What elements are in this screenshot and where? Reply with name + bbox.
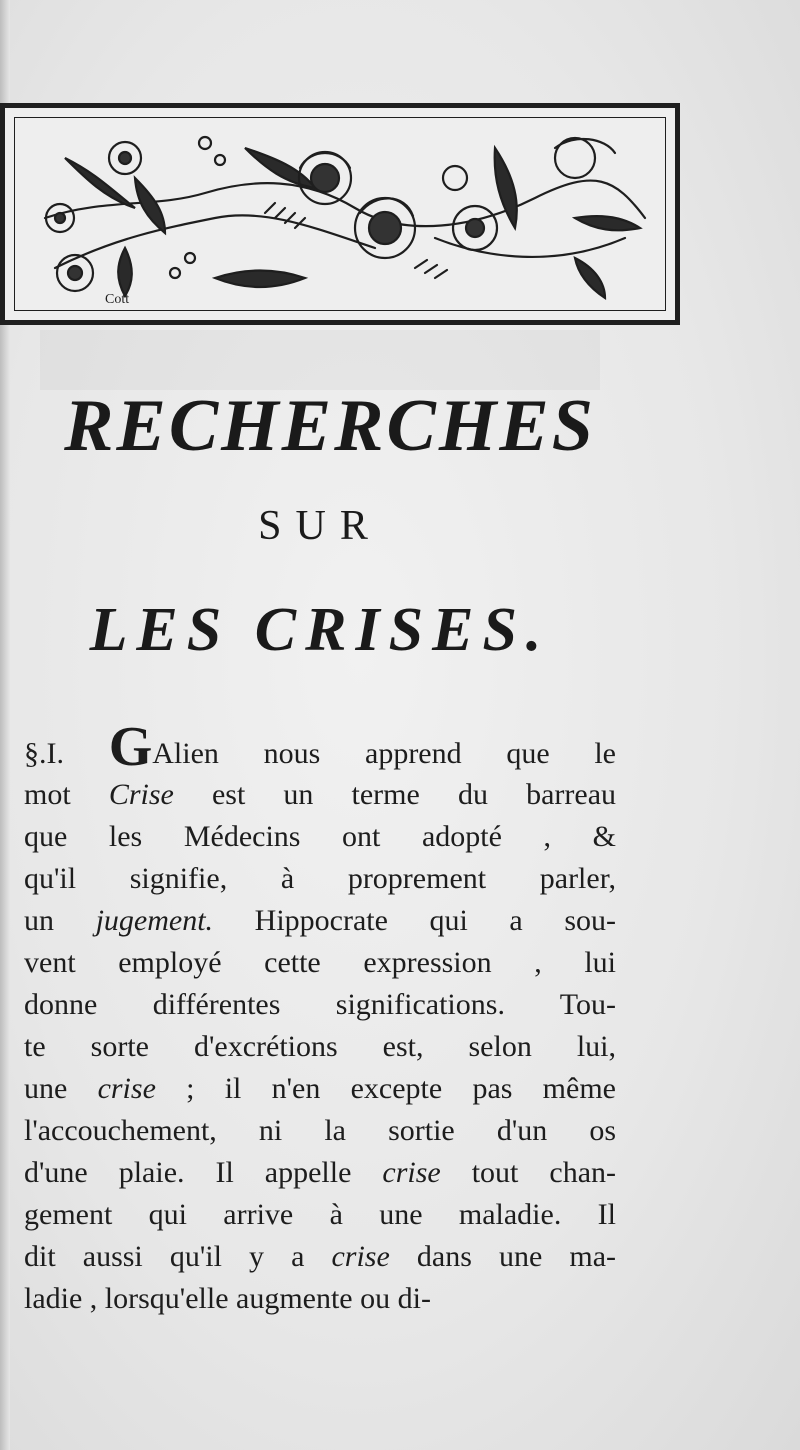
text-run: donne différentes significations. Tou- (24, 988, 616, 1021)
text-run: une (24, 1072, 98, 1105)
text-run: dit aussi qu'il y a (24, 1240, 332, 1273)
italic-term: Crise (108, 778, 174, 811)
text-run: que les Médecins ont adopté , & (24, 820, 616, 853)
text-line (24, 942, 616, 984)
text-line (24, 1152, 616, 1194)
italic-term: jugement. (95, 904, 214, 937)
text-run: ; il n'en excepte pas même (155, 1072, 616, 1105)
text-run: l'accouchement, ni la sortie d'un os (24, 1114, 616, 1147)
text-run: dans une ma- (389, 1240, 617, 1273)
body-paragraph (24, 716, 617, 1320)
section-mark: §.I. (24, 737, 109, 770)
text-line (24, 1026, 616, 1068)
title-subject: LES CRISES. (89, 596, 551, 664)
title-main: RECHERCHES (64, 385, 596, 467)
drop-cap: G (108, 716, 153, 778)
text-run: Hippocrate qui a sou- (213, 904, 616, 937)
text-run: un (24, 904, 96, 937)
text-line (24, 774, 616, 816)
text-run: tout chan- (440, 1156, 616, 1189)
text-line (24, 1068, 616, 1110)
text-line (24, 1278, 616, 1320)
text-run: gement qui arrive à une maladie. Il (24, 1198, 616, 1231)
title-connector: SUR (258, 503, 382, 549)
italic-term: crise (331, 1240, 390, 1273)
text-line (24, 1236, 616, 1278)
text-run: mot (24, 778, 109, 811)
text-run: vent employé cette expression , lui (24, 946, 616, 979)
show-through-text (40, 330, 600, 390)
ornament-signature: Cott (105, 292, 130, 307)
text-run: d'une plaie. Il appelle (24, 1156, 383, 1189)
text-line (24, 716, 616, 778)
text-line (24, 816, 616, 858)
text-line (24, 1194, 616, 1236)
text-line (24, 900, 616, 942)
text-line (24, 858, 616, 900)
text-run: est un terme du barreau (173, 778, 617, 811)
text-line (24, 984, 616, 1026)
header-ornament (0, 103, 680, 325)
italic-term: crise (97, 1072, 156, 1105)
text-run: qu'il signifie, à proprement parler, (24, 862, 616, 895)
floral-woodcut-ornament-icon (15, 118, 665, 310)
text-run: te sorte d'excrétions est, selon lui, (24, 1030, 616, 1063)
text-run: Alien nous apprend que le (152, 737, 616, 770)
text-line (24, 1110, 616, 1152)
italic-term: crise (382, 1156, 441, 1189)
text-run: ladie , lorsqu'elle augmente ou di- (24, 1282, 431, 1315)
